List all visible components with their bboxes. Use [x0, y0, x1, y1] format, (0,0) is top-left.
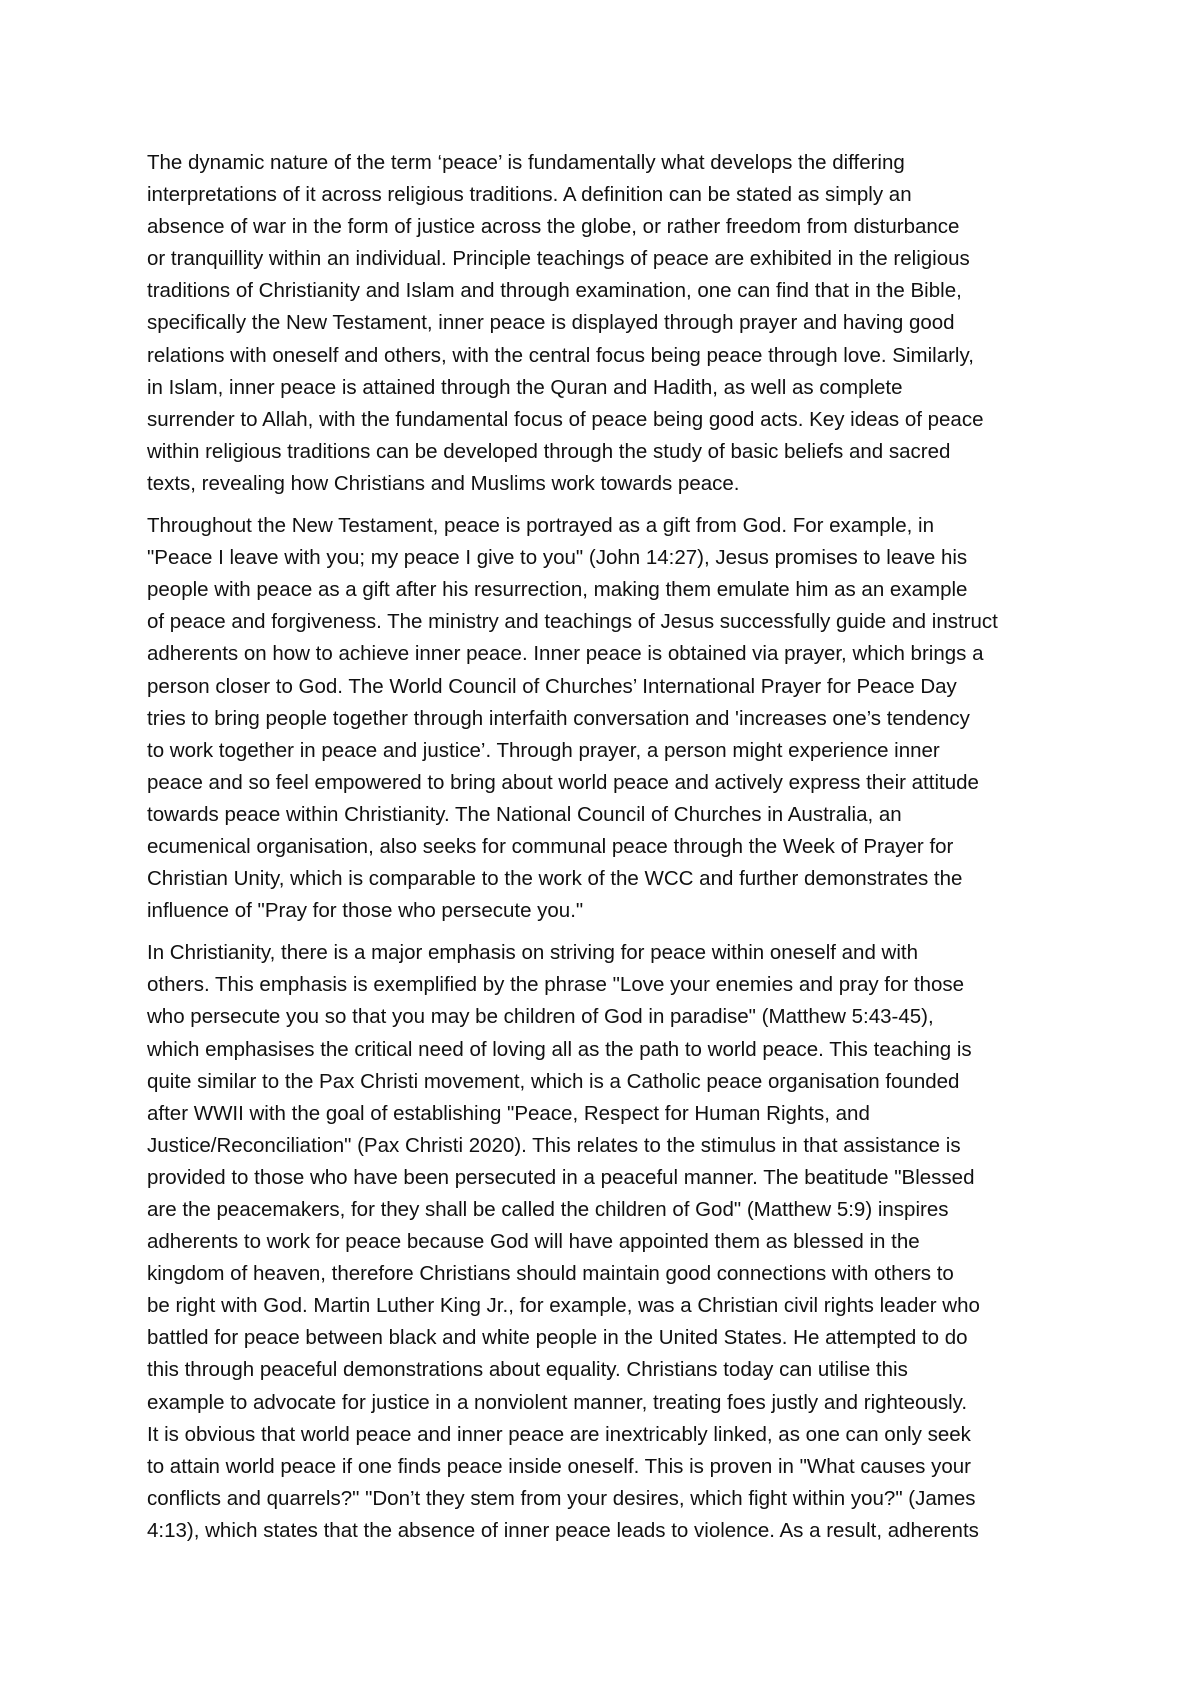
text-line: The dynamic nature of the term ‘peace’ is fundamentally what develops the differing	[147, 151, 905, 174]
text-line: person closer to God. The World Council of Churches’ International Prayer for Peace Day	[147, 674, 957, 698]
text-line: to attain world peace if one finds peace inside oneself. This is proven in "What causes your	[147, 1454, 971, 1478]
paragraph	[147, 510, 1065, 927]
text-line: In Christianity, there is a major emphasis on striving for peace within oneself and with	[147, 941, 919, 965]
text-line: 4:13), which states that the absence of inner peace leads to violence. As a result, adherents	[147, 1518, 979, 1542]
text-line: "Peace I leave with you; my peace I give to you" (John 14:27), Jesus promises to leave his	[147, 546, 968, 570]
text-line: peace and so feel empowered to bring about world peace and actively express their attitude	[147, 770, 979, 794]
text-line: towards peace within Christianity. The National Council of Churches in Australia, an	[147, 802, 902, 826]
text-line: be right with God. Martin Luther King Jr., for example, was a Christian civil rights leader who	[147, 1294, 980, 1318]
text-line: ecumenical organisation, also seeks for communal peace through the Week of Prayer for	[147, 834, 954, 858]
text-line: surrender to Allah, with the fundamental focus of peace being good acts. Key ideas of peace	[147, 407, 984, 431]
text-line: conflicts and quarrels?" "Don’t they stem from your desires, which fight within you?" (James	[147, 1486, 976, 1510]
text-line: of peace and forgiveness. The ministry and teachings of Jesus successfully guide and instruct	[147, 610, 998, 634]
paragraph	[147, 937, 1065, 1547]
text-line: tries to bring people together through interfaith conversation and 'increases one’s tendency	[147, 706, 970, 730]
text-line: kingdom of heaven, therefore Christians should maintain good connections with others to	[147, 1262, 954, 1286]
text-line: It is obvious that world peace and inner peace are inextricably linked, as one can only seek	[147, 1422, 971, 1446]
text-line: Christian Unity, which is comparable to the work of the WCC and further demonstrates the	[147, 867, 963, 891]
text-line: influence of "Pray for those who persecute you."	[147, 899, 584, 923]
text-line: to work together in peace and justice’. Through prayer, a person might experience inner	[147, 738, 940, 762]
text-line: people with peace as a gift after his resurrection, making them emulate him as an example	[147, 578, 968, 602]
text-line: specifically the New Testament, inner peace is displayed through prayer and having good	[147, 311, 955, 335]
text-line: others. This emphasis is exemplified by the phrase "Love your enemies and pray for those	[147, 973, 965, 997]
text-line: or tranquillity within an individual. Principle teachings of peace are exhibited in the religious	[147, 247, 970, 271]
text-line: interpretations of it across religious traditions. A definition can be stated as simply an	[147, 183, 912, 207]
paragraph	[147, 147, 1065, 500]
text-line: Throughout the New Testament, peace is portrayed as a gift from God. For example, in	[147, 514, 934, 538]
text-line: are the peacemakers, for they shall be called the children of God" (Matthew 5:9) inspires	[147, 1198, 949, 1221]
document-body	[147, 147, 1065, 1557]
text-line: this through peaceful demonstrations about equality. Christians today can utilise this	[147, 1358, 908, 1382]
text-line: in Islam, inner peace is attained through the Quran and Hadith, as well as complete	[147, 375, 903, 399]
text-line: which emphasises the critical need of loving all as the path to world peace. This teaching is	[147, 1037, 972, 1061]
text-line: example to advocate for justice in a nonviolent manner, treating foes justly and righteously.	[147, 1390, 968, 1414]
text-line: adherents to work for peace because God will have appointed them as blessed in the	[147, 1230, 920, 1254]
text-line: battled for peace between black and white people in the United States. He attempted to do	[147, 1326, 968, 1350]
text-line: relations with oneself and others, with the central focus being peace through love. Similarly,	[147, 343, 974, 367]
text-line: traditions of Christianity and Islam and through examination, one can find that in the Bible,	[147, 279, 962, 303]
text-line: quite similar to the Pax Christi movement, which is a Catholic peace organisation founded	[147, 1069, 960, 1093]
text-line: adherents on how to achieve inner peace. Inner peace is obtained via prayer, which brings a	[147, 642, 984, 666]
text-line: provided to those who have been persecuted in a peaceful manner. The beatitude "Blessed	[147, 1165, 975, 1189]
text-line: after WWII with the goal of establishing "Peace, Respect for Human Rights, and	[147, 1101, 870, 1125]
text-line: within religious traditions can be developed through the study of basic beliefs and sacred	[147, 439, 951, 463]
text-line: Justice/Reconciliation" (Pax Christi 2020). This relates to the stimulus in that assistance is	[147, 1133, 961, 1157]
text-line: who persecute you so that you may be children of God in paradise" (Matthew 5:43-45),	[147, 1005, 934, 1029]
text-line: absence of war in the form of justice across the globe, or rather freedom from disturbance	[147, 215, 960, 239]
text-line: texts, revealing how Christians and Muslims work towards peace.	[147, 471, 740, 495]
